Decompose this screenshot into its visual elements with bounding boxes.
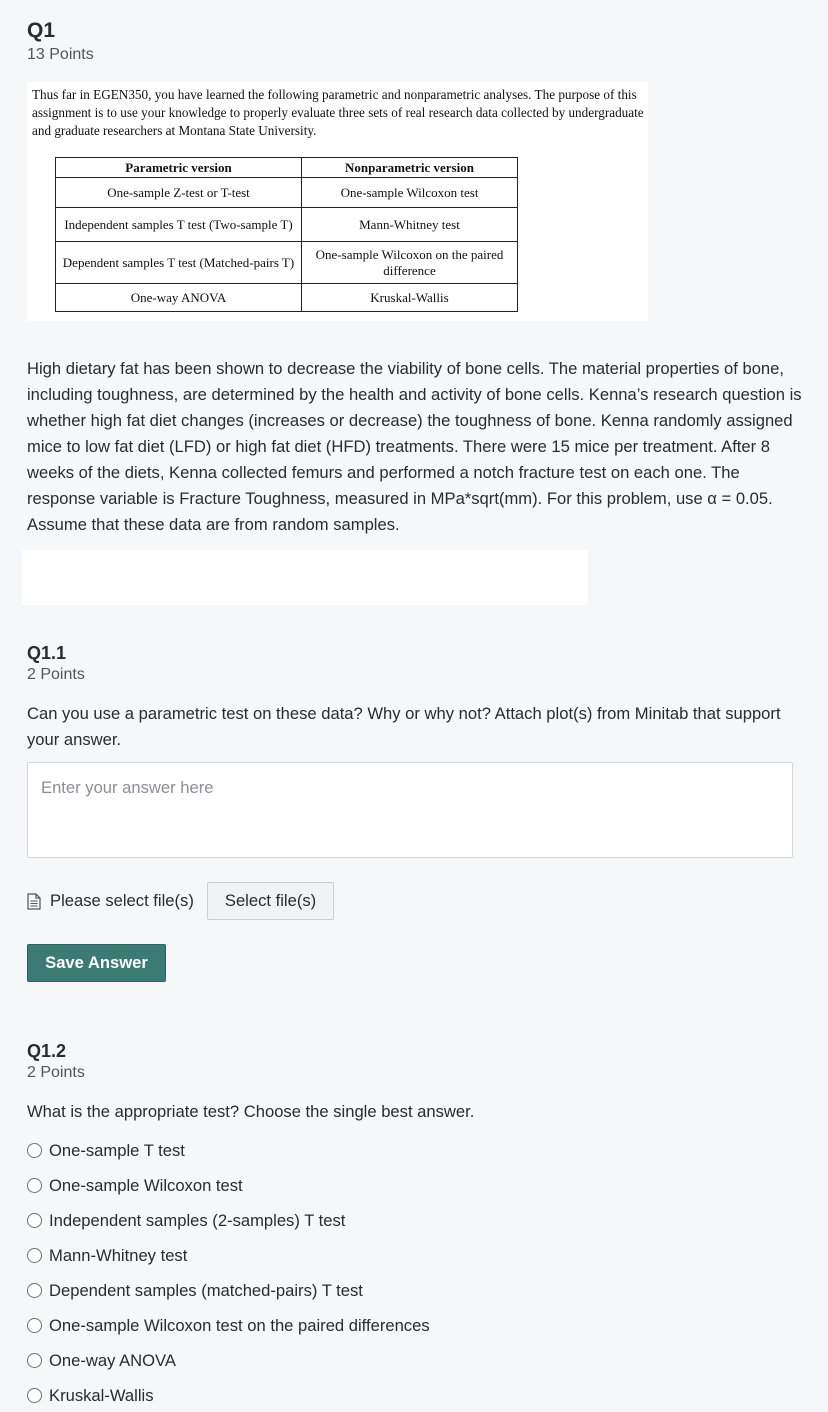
radio-unchecked-icon[interactable] — [27, 1178, 42, 1193]
intro-text: Thus far in EGEN350, you have learned the following parametric and nonparametric analyses. The purpose of this assignment is to use your knowledge to properly evaluate three sets of real research data collected by undergraduate and graduate researchers at Montana State University. — [32, 87, 644, 138]
question-title: Q1.2 — [27, 1041, 67, 1061]
option-label: Kruskal-Wallis — [49, 1385, 154, 1405]
file-document-icon — [27, 893, 41, 910]
question-points: 2 Points — [27, 666, 85, 683]
radio-unchecked-icon[interactable] — [27, 1213, 42, 1228]
radio-unchecked-icon[interactable] — [27, 1283, 42, 1298]
radio-option[interactable] — [27, 1273, 430, 1308]
radio-option[interactable] — [27, 1168, 430, 1203]
radio-option[interactable] — [27, 1203, 430, 1238]
table-row — [56, 242, 518, 284]
table-cell: One-sample Wilcoxon on the paired difference — [302, 242, 518, 284]
radio-option[interactable] — [27, 1378, 430, 1412]
radio-option[interactable] — [27, 1133, 430, 1168]
radio-unchecked-icon[interactable] — [27, 1143, 42, 1158]
radio-option[interactable] — [27, 1238, 430, 1273]
table-cell: Kruskal-Wallis — [302, 284, 518, 312]
table-cell: Mann-Whitney test — [302, 208, 518, 242]
answer-options — [27, 1133, 430, 1412]
option-label: One-way ANOVA — [49, 1350, 176, 1370]
table-row — [56, 178, 518, 208]
question-points: 13 Points — [27, 46, 94, 63]
scenario-text: High dietary fat has been shown to decrease the viability of bone cells. The material properties of bone, including toughness, are determined by the health and activity of bone cells. Kenna’s research question is whether high fat diet changes (increases or decrease) the toughness of bone. Kenna randomly assigned mice to low fat diet (LFD) or high fat diet (HFD) treatments. There were 15 mice per treatment. After 8 weeks of the diets, Kenna collected femurs and performed a notch fracture test on each one. The response variable is Fracture Toughness, measured in MPa*sqrt(mm). For this problem, use α = 0.05. Assume that these data are from random samples. — [27, 359, 802, 534]
method-table — [55, 157, 518, 312]
table-header-row — [56, 158, 518, 178]
question-points: 2 Points — [27, 1064, 85, 1081]
option-label: Independent samples (2-samples) T test — [49, 1210, 346, 1230]
option-label: One-sample T test — [49, 1140, 185, 1160]
blank-image-placeholder — [22, 550, 588, 605]
table-cell: One-sample Wilcoxon test — [302, 178, 518, 208]
file-upload-row — [27, 882, 334, 920]
radio-unchecked-icon[interactable] — [27, 1248, 42, 1263]
assignment-intro-image — [27, 82, 648, 321]
question-prompt: Can you use a parametric test on these data? Why or why not? Attach plot(s) from Minitab that support your answer. — [27, 704, 781, 749]
answer-textarea[interactable] — [27, 762, 793, 858]
table-cell: Independent samples T test (Two-sample T) — [56, 208, 302, 242]
table-header: Parametric version — [56, 158, 302, 178]
radio-unchecked-icon[interactable] — [27, 1353, 42, 1368]
question-prompt: What is the appropriate test? Choose the single best answer. — [27, 1102, 475, 1121]
radio-unchecked-icon[interactable] — [27, 1388, 42, 1403]
table-cell: One-sample Z-test or T-test — [56, 178, 302, 208]
radio-option[interactable] — [27, 1308, 430, 1343]
table-header: Nonparametric version — [302, 158, 518, 178]
radio-option[interactable] — [27, 1343, 430, 1378]
table-cell: One-way ANOVA — [56, 284, 302, 312]
save-answer-button[interactable]: Save Answer — [27, 944, 166, 982]
table-row — [56, 208, 518, 242]
option-label: One-sample Wilcoxon test on the paired differences — [49, 1315, 430, 1335]
question-title: Q1.1 — [27, 643, 67, 663]
option-label: Dependent samples (matched-pairs) T test — [49, 1280, 363, 1300]
file-status-label: Please select file(s) — [50, 891, 194, 910]
table-row — [56, 284, 518, 312]
option-label: One-sample Wilcoxon test — [49, 1175, 243, 1195]
table-cell: Dependent samples T test (Matched-pairs T) — [56, 242, 302, 284]
question-title: Q1 — [27, 19, 56, 42]
select-files-button[interactable]: Select file(s) — [207, 882, 334, 920]
option-label: Mann-Whitney test — [49, 1245, 188, 1265]
radio-unchecked-icon[interactable] — [27, 1318, 42, 1333]
